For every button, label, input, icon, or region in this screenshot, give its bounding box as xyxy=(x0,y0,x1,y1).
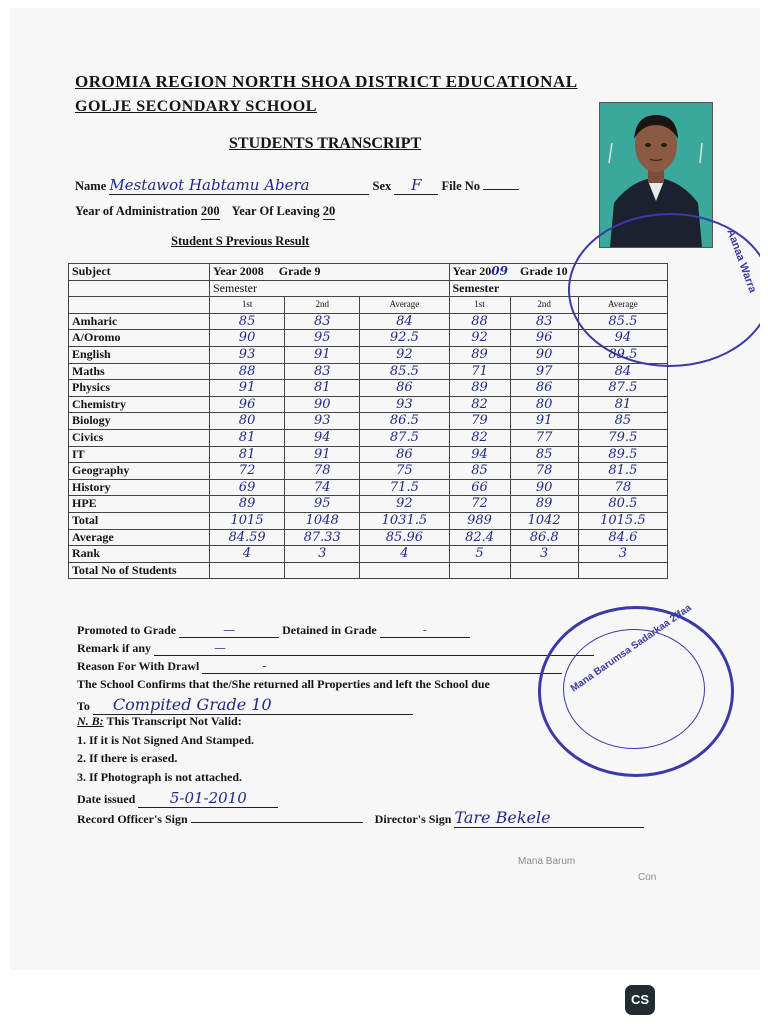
grade-cell: 3 xyxy=(578,546,667,563)
grade-cell: 81.5 xyxy=(578,463,667,480)
grade-cell: 1042 xyxy=(510,512,578,529)
to-value: Compited Grade 10 xyxy=(93,695,413,715)
date-label: Date issued xyxy=(77,792,136,806)
name-row xyxy=(75,176,519,195)
table-row xyxy=(69,429,668,446)
grade-cell: 96 xyxy=(210,396,285,413)
grade-cell: 66 xyxy=(449,479,510,496)
grade-cell: 92 xyxy=(449,330,510,347)
grade-cell: 71.5 xyxy=(360,479,449,496)
grade-cell: 94 xyxy=(285,429,360,446)
grade-cell: 1015.5 xyxy=(578,512,667,529)
col-subject: Subject xyxy=(69,264,210,281)
grade-cell: 80.5 xyxy=(578,496,667,513)
grade-cell: 74 xyxy=(285,479,360,496)
table-row xyxy=(69,380,668,397)
table-row xyxy=(69,396,668,413)
promoted-row xyxy=(77,623,470,638)
nb-item-2: 2. If there is erased. xyxy=(77,751,178,765)
grade-cell: 83 xyxy=(510,313,578,330)
confirm-text: The School Confirms that the/She returned all Properties and left the School due xyxy=(77,677,490,691)
grade-cell: 87.5 xyxy=(360,429,449,446)
grade-cell: 86 xyxy=(360,380,449,397)
director-label: Director's Sign xyxy=(374,812,452,826)
table-row xyxy=(69,512,668,529)
grade-cell: 93 xyxy=(360,396,449,413)
grade-cell: 89 xyxy=(510,496,578,513)
grade-cell: 4 xyxy=(360,546,449,563)
sign-row xyxy=(77,808,644,828)
camscanner-badge[interactable]: CS xyxy=(625,985,655,1015)
grade-cell: 72 xyxy=(449,496,510,513)
grade-cell: 89 xyxy=(449,346,510,363)
semester-2-label: Semester xyxy=(449,280,668,297)
remark-row xyxy=(77,641,594,656)
grade-cell: 79 xyxy=(449,413,510,430)
grade-cell: 989 xyxy=(449,512,510,529)
avg-col-y1: Average xyxy=(360,297,449,314)
grade-cell: 5 xyxy=(449,546,510,563)
subject-cell: Average xyxy=(69,529,210,546)
table-row xyxy=(69,330,668,347)
grade-cell: 83 xyxy=(285,313,360,330)
grade-cell: 97 xyxy=(510,363,578,380)
grade-cell: 92.5 xyxy=(360,330,449,347)
grade-cell: 89 xyxy=(210,496,285,513)
year-2-label: Year 20 xyxy=(452,264,492,278)
year-2-handwritten: 09 xyxy=(491,264,508,278)
sem-subheader-row xyxy=(69,297,668,314)
grade-cell: 88 xyxy=(449,313,510,330)
to-row xyxy=(77,695,413,715)
grade-2-label: Grade 10 xyxy=(519,264,568,278)
grade-cell: 3 xyxy=(510,546,578,563)
partial-stamp-text: Aanaa Warra xyxy=(724,227,759,295)
grade-cell: 78 xyxy=(285,463,360,480)
grade-cell: 90 xyxy=(210,330,285,347)
record-officer-sign xyxy=(191,822,363,823)
grade-cell: 86.8 xyxy=(510,529,578,546)
table-row xyxy=(69,529,668,546)
grade-cell xyxy=(578,562,667,579)
grade-cell: 1031.5 xyxy=(360,512,449,529)
faded-print-line-1: Mana Barum xyxy=(518,856,576,867)
grade-cell: 78 xyxy=(510,463,578,480)
grade-cell: 86 xyxy=(360,446,449,463)
table-row xyxy=(69,562,668,579)
semester-1-label: Semester xyxy=(210,280,450,297)
grade-cell: 4 xyxy=(210,546,285,563)
grade-cell: 94 xyxy=(449,446,510,463)
grade-cell: 86 xyxy=(510,380,578,397)
detained-label: Detained in Grade xyxy=(282,623,377,637)
transcript-sheet xyxy=(10,8,760,970)
grade-cell: 87.33 xyxy=(285,529,360,546)
grade-cell: 95 xyxy=(285,496,360,513)
grade-cell: 87.5 xyxy=(578,380,667,397)
grade-cell: 90 xyxy=(285,396,360,413)
grade-cell xyxy=(285,562,360,579)
grade-cell: 91 xyxy=(210,380,285,397)
faded-print-line-2: Con xyxy=(638,872,657,883)
grade-cell: 79.5 xyxy=(578,429,667,446)
header-line-1: OROMIA REGION NORTH SHOA DISTRICT EDUCATIONAL xyxy=(75,72,578,91)
grade-cell: 81 xyxy=(578,396,667,413)
table-row xyxy=(69,463,668,480)
remark-value: — xyxy=(154,641,594,656)
subject-cell: A/Oromo xyxy=(69,330,210,347)
subject-cell: Biology xyxy=(69,413,210,430)
semester-row xyxy=(69,280,668,297)
table-row xyxy=(69,446,668,463)
grade-cell: 91 xyxy=(285,446,360,463)
sex-label: Sex xyxy=(372,179,392,193)
sem-2-col-y2: 2nd xyxy=(510,297,578,314)
reason-label: Reason For With Drawl xyxy=(77,659,200,673)
to-label: To xyxy=(77,699,90,713)
grade-cell: 82 xyxy=(449,429,510,446)
year-row xyxy=(75,204,335,220)
grade-cell: 78 xyxy=(578,479,667,496)
name-value: Mestawot Habtamu Abera xyxy=(109,176,369,195)
date-value: 5-01-2010 xyxy=(138,789,278,808)
year-admin-label: Year of Administration xyxy=(75,204,198,218)
grade-cell: 89.5 xyxy=(578,446,667,463)
sem-1-col-y2: 1st xyxy=(449,297,510,314)
nb-item-3: 3. If Photograph is not attached. xyxy=(77,770,243,784)
semester-blank xyxy=(69,280,210,297)
grade-cell: 84 xyxy=(578,363,667,380)
col-year-1 xyxy=(210,264,450,281)
grade-cell: 84 xyxy=(360,313,449,330)
grade-cell: 75 xyxy=(360,463,449,480)
grade-cell xyxy=(360,562,449,579)
date-row xyxy=(77,789,278,808)
subject-cell: Geography xyxy=(69,463,210,480)
grade-cell: 95 xyxy=(285,330,360,347)
faded-print-2 xyxy=(638,872,656,883)
grade-rows xyxy=(69,313,668,579)
grade-cell: 88 xyxy=(210,363,285,380)
subject-cell: Amharic xyxy=(69,313,210,330)
grade-cell: 80 xyxy=(510,396,578,413)
grade-cell: 71 xyxy=(449,363,510,380)
grade-cell xyxy=(210,562,285,579)
grade-cell: 1048 xyxy=(285,512,360,529)
grade-cell: 3 xyxy=(285,546,360,563)
grade-cell: 85 xyxy=(578,413,667,430)
previous-result-title: Student S Previous Result xyxy=(171,234,310,248)
grade-cell: 72 xyxy=(210,463,285,480)
subject-cell: Rank xyxy=(69,546,210,563)
reason-value: - xyxy=(202,659,562,674)
name-label: Name xyxy=(75,179,107,193)
grade-cell xyxy=(510,562,578,579)
grade-cell: 85.5 xyxy=(360,363,449,380)
subject-cell: Chemistry xyxy=(69,396,210,413)
grade-cell: 92 xyxy=(360,346,449,363)
year-leaving-value: 20 xyxy=(322,204,336,218)
table-header-row xyxy=(69,264,668,281)
document-title: STUDENTS TRANSCRIPT xyxy=(229,135,422,152)
subject-cell: IT xyxy=(69,446,210,463)
promoted-value: — xyxy=(179,623,279,638)
grade-cell: 80 xyxy=(210,413,285,430)
record-officer-label: Record Officer's Sign xyxy=(77,812,188,826)
nb-text: This Transcript Not Valid: xyxy=(106,714,242,728)
grade-cell: 1015 xyxy=(210,512,285,529)
grade-1-label: Grade 9 xyxy=(278,264,321,278)
grade-cell: 94 xyxy=(578,330,667,347)
grade-cell: 93 xyxy=(210,346,285,363)
grade-cell: 90 xyxy=(510,346,578,363)
sem-1-col-y1: 1st xyxy=(210,297,285,314)
grade-cell: 89 xyxy=(449,380,510,397)
subject-cell: Maths xyxy=(69,363,210,380)
sem-2-col-y1: 2nd xyxy=(285,297,360,314)
grade-cell: 69 xyxy=(210,479,285,496)
grades-table xyxy=(68,263,668,579)
nb-label: N. B: xyxy=(77,714,104,728)
subject-cell: Civics xyxy=(69,429,210,446)
grade-cell: 91 xyxy=(510,413,578,430)
promoted-label: Promoted to Grade xyxy=(77,623,177,637)
grade-cell: 77 xyxy=(510,429,578,446)
table-row xyxy=(69,479,668,496)
detained-value: - xyxy=(380,623,470,638)
grade-cell: 90 xyxy=(510,479,578,496)
table-row xyxy=(69,546,668,563)
grade-cell xyxy=(449,562,510,579)
grade-cell: 82 xyxy=(449,396,510,413)
avg-col-y2: Average xyxy=(578,297,667,314)
table-row xyxy=(69,413,668,430)
table-row xyxy=(69,346,668,363)
file-no-value xyxy=(483,189,519,190)
grade-cell: 85 xyxy=(449,463,510,480)
header-line-2: GOLJE SECONDARY SCHOOL xyxy=(75,98,317,115)
nb-row xyxy=(77,714,242,729)
grade-cell: 96 xyxy=(510,330,578,347)
grade-cell: 81 xyxy=(285,380,360,397)
grade-cell: 85 xyxy=(510,446,578,463)
sub-blank xyxy=(69,297,210,314)
faded-print xyxy=(518,856,575,867)
file-no-label: File No xyxy=(441,179,481,193)
grade-cell: 85.96 xyxy=(360,529,449,546)
grade-cell: 85.5 xyxy=(578,313,667,330)
table-row xyxy=(69,496,668,513)
subject-cell: Total xyxy=(69,512,210,529)
reason-row xyxy=(77,659,562,674)
school-stamp-text: Mana Barumsa Sadarkaa 2ffaa xyxy=(568,602,694,695)
grade-cell: 84.6 xyxy=(578,529,667,546)
grade-cell: 89.5 xyxy=(578,346,667,363)
subject-cell: Total No of Students xyxy=(69,562,210,579)
grade-cell: 85 xyxy=(210,313,285,330)
nb-item-1: 1. If it is Not Signed And Stamped. xyxy=(77,733,255,747)
subject-cell: History xyxy=(69,479,210,496)
grade-cell: 86.5 xyxy=(360,413,449,430)
subject-cell: HPE xyxy=(69,496,210,513)
grade-cell: 84.59 xyxy=(210,529,285,546)
table-row xyxy=(69,313,668,330)
col-year-2 xyxy=(449,264,668,281)
remark-label: Remark if any xyxy=(77,641,151,655)
grade-cell: 83 xyxy=(285,363,360,380)
table-row xyxy=(69,363,668,380)
grade-cell: 92 xyxy=(360,496,449,513)
year-leaving-label: Year Of Leaving xyxy=(231,204,320,218)
year-admin-value: 200 xyxy=(200,204,220,218)
year-1-label: Year 2008 xyxy=(213,264,264,278)
grade-cell: 81 xyxy=(210,429,285,446)
grade-cell: 82.4 xyxy=(449,529,510,546)
sex-value: F xyxy=(394,176,438,195)
subject-cell: English xyxy=(69,346,210,363)
school-stamp xyxy=(538,602,734,777)
grade-cell: 93 xyxy=(285,413,360,430)
subject-cell: Physics xyxy=(69,380,210,397)
director-signature: Tare Bekele xyxy=(454,808,644,828)
grade-cell: 91 xyxy=(285,346,360,363)
grade-cell: 81 xyxy=(210,446,285,463)
